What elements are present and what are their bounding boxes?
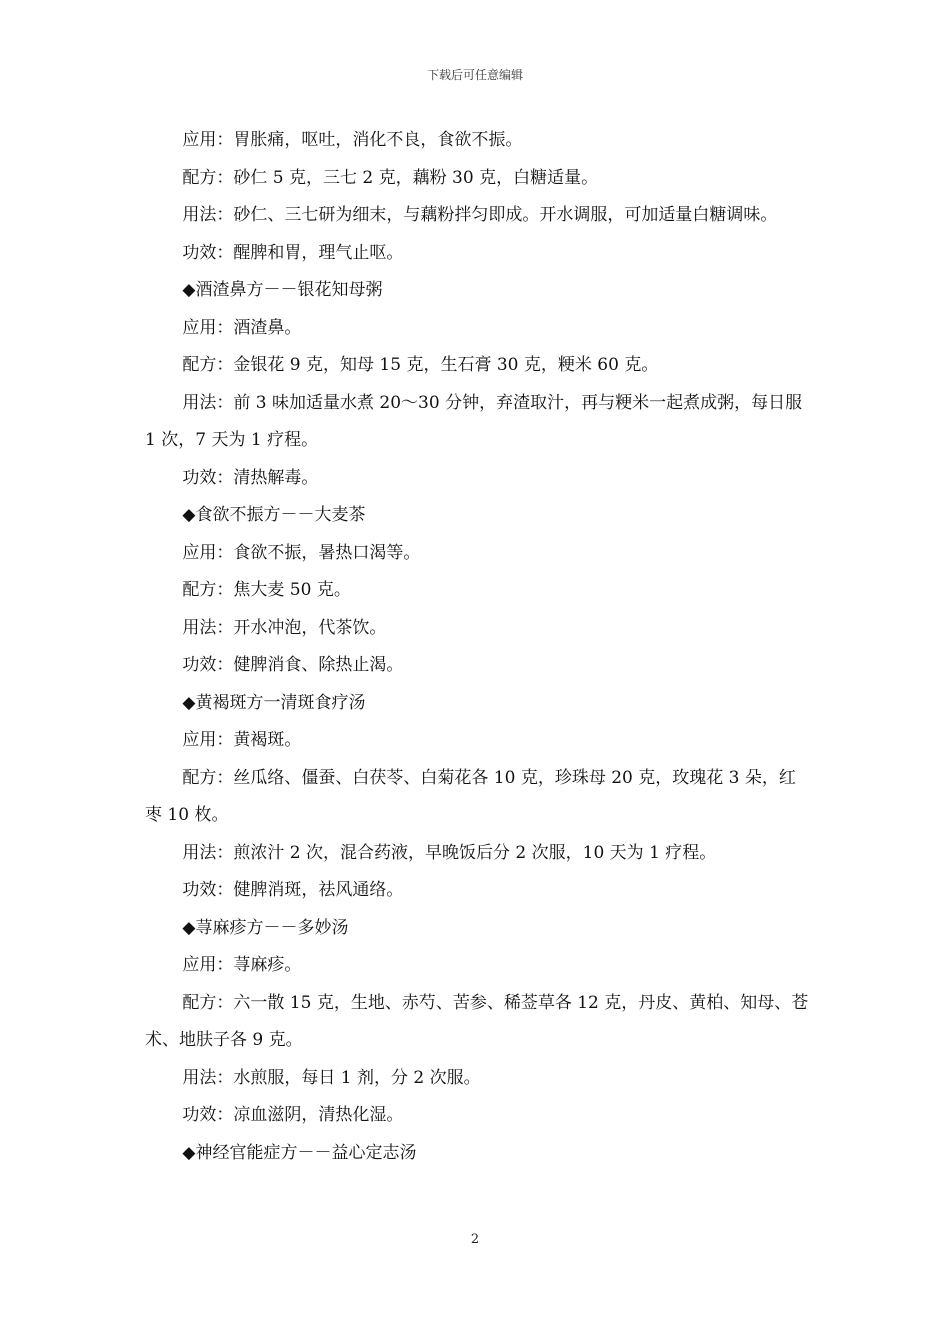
document-body xyxy=(145,122,810,1172)
paragraph: 配方：丝瓜络、僵蚕、白茯苓、白菊花各 10 克，珍珠母 20 克，玫瑰花 3 朵，红枣 10 枚。 xyxy=(145,767,796,825)
paragraph: 功效：凉血滋阴，清热化湿。 xyxy=(182,1105,404,1125)
paragraph: 应用：荨麻疹。 xyxy=(182,955,302,975)
paragraph: 配方：金银花 9 克，知母 15 克，生石膏 30 克，粳米 60 克。 xyxy=(182,355,659,375)
paragraph: 用法：煎浓汁 2 次，混合药液，早晚饭后分 2 次服，10 天为 1 疗程。 xyxy=(182,842,717,863)
section-heading: ◆食欲不振方－－大麦茶 xyxy=(182,505,366,525)
section-heading: ◆神经官能症方－－益心定志汤 xyxy=(182,1142,417,1163)
paragraph: 功效：清热解毒。 xyxy=(182,467,319,488)
paragraph: 配方：焦大麦 50 克。 xyxy=(182,580,351,600)
section-heading: ◆黄褐斑方一清斑食疗汤 xyxy=(182,692,366,713)
paragraph: 用法：前 3 味加适量水煮 20～30 分钟，弃渣取汁，再与粳米一起煮成粥，每日服 1 次，7 天为 1 疗程。 xyxy=(145,392,803,450)
page-number: 2 xyxy=(470,1232,480,1247)
paragraph: 用法：开水冲泡，代茶饮。 xyxy=(182,617,387,638)
section-heading: ◆荨麻疹方－－多妙汤 xyxy=(182,917,349,938)
paragraph: 配方：砂仁 5 克，三七 2 克，藕粉 30 克，白糖适量。 xyxy=(182,167,599,188)
paragraph: 功效：醒脾和胃，理气止呕。 xyxy=(182,242,404,263)
paragraph: 配方：六一散 15 克，生地、赤芍、苦参、稀莶草各 12 克，丹皮、黄柏、知母、苍术、地肤子各 9 克。 xyxy=(145,992,809,1050)
paragraph: 功效：健脾消斑，祛风通络。 xyxy=(182,880,404,900)
paragraph: 功效：健脾消食、除热止渴。 xyxy=(182,655,404,675)
paragraph: 应用：食欲不振，暑热口渴等。 xyxy=(182,542,421,563)
paragraph: 应用：酒渣鼻。 xyxy=(182,317,302,338)
paragraph: 用法：水煎服，每日 1 剂，分 2 次服。 xyxy=(182,1067,481,1088)
paragraph: 用法：砂仁、三七研为细末，与藕粉拌匀即成。开水调服，可加适量白糖调味。 xyxy=(182,205,778,225)
page-header: 下载后可任意编辑 xyxy=(426,68,523,82)
section-heading: ◆酒渣鼻方－－银花知母粥 xyxy=(182,280,383,300)
paragraph: 应用：胃胀痛，呕吐，消化不良，食欲不振。 xyxy=(182,130,523,150)
paragraph: 应用：黄褐斑。 xyxy=(182,730,302,750)
